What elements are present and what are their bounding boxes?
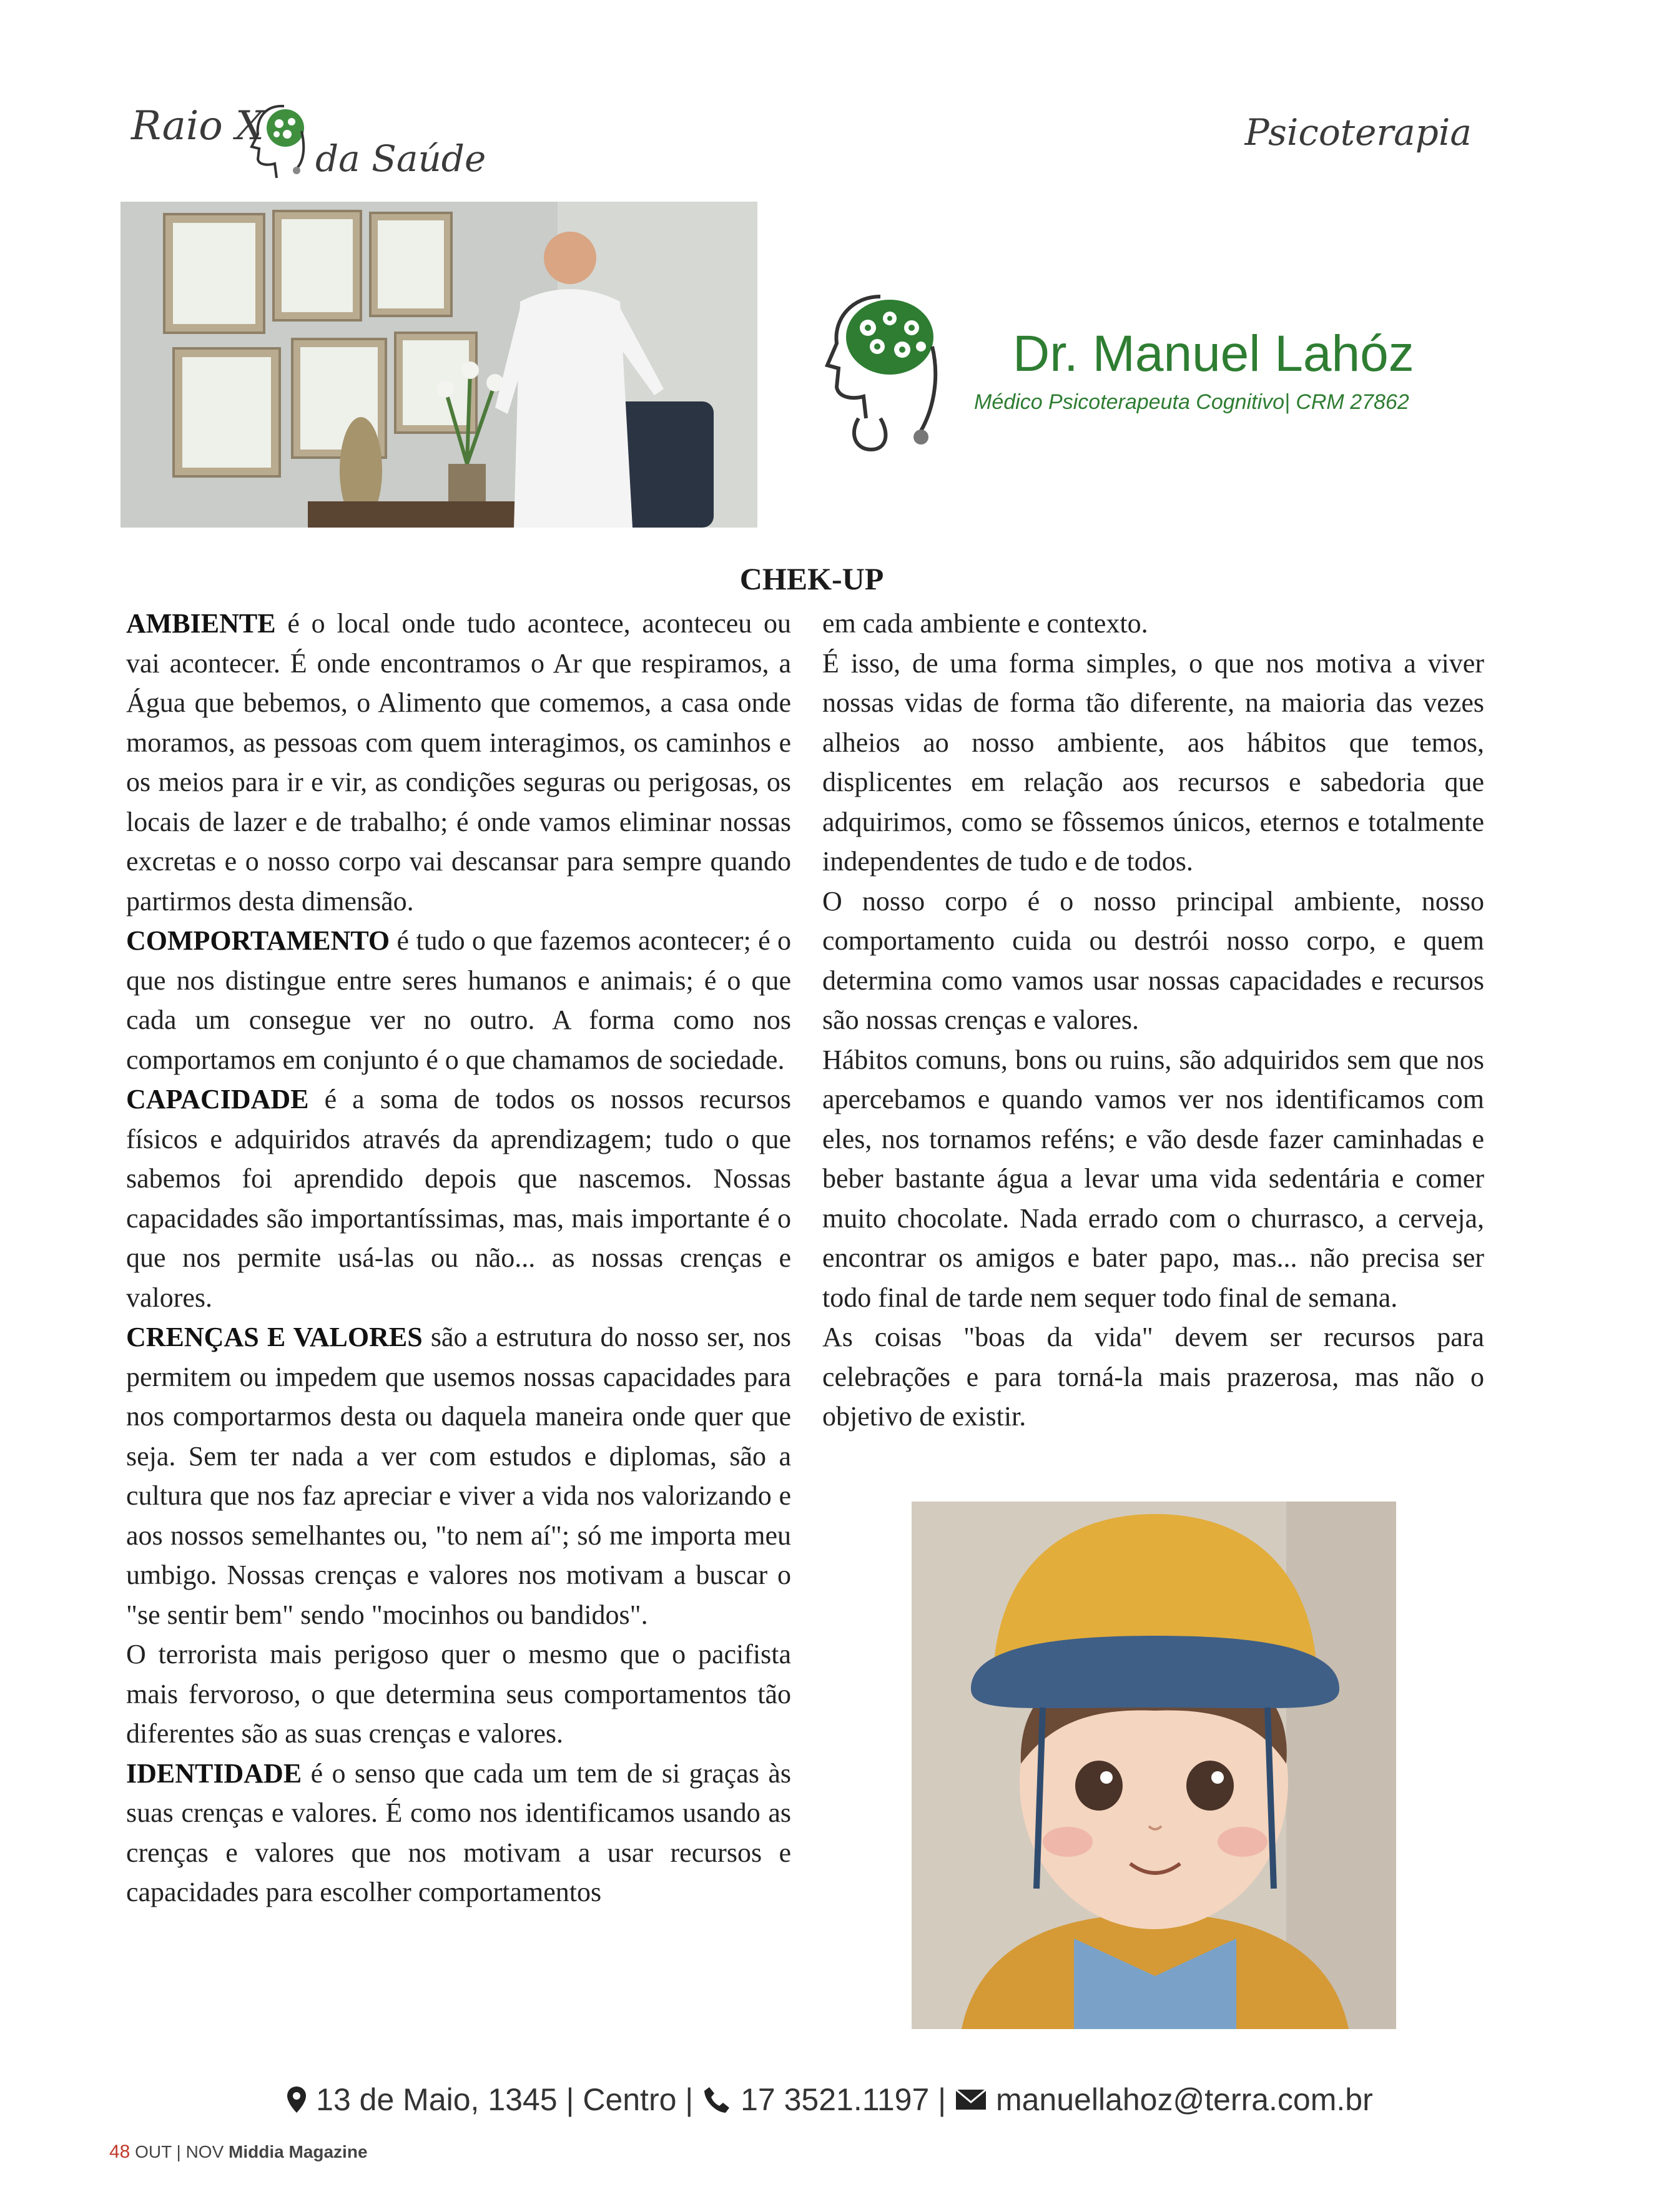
map-pin-icon [286,2085,307,2114]
section-label: Psicoterapia [1244,111,1472,154]
envelope-icon [955,2088,987,2111]
paragraph-capacidade: CAPACIDADE é a soma de todos os nossos recursos físicos e adquiridos através da aprendizagem; tudo o que sabemos foi aprendido depois que nascemos. Nossas capacidades são importantíssimas, mas, mais importante é o que nos permite usá-las ou não... as nossas crenças e valores. [126,1084,791,1313]
doctor-credentials: Médico Psicoterapeuta Cognitivo| CRM 27862 [974,390,1409,414]
paragraph-crencas-valores: CRENÇAS E VALORES são a estrutura do nosso ser, nos permitem ou impedem que usemos nossas capacidades para nos comportarmos desta ou daquela maneira onde quer que seja. Sem ter nada a ver com estudos e diplomas, são a cultura que nos faz apreciar e viver a vida nos valorizando e aos nossos semelhantes ou, "to nem aí"; só me importa meu umbigo. Nossas crenças e valores nos motivam a buscar o "se sentir bem" sendo "mocinhos ou bandidos". [126,1322,792,1630]
article-right-column [822,604,1484,1437]
paragraph: É isso, de uma forma simples, o que nos motiva a viver nossas vidas de forma tão diferente, na maioria das vezes alheios ao nosso ambiente, aos hábitos que temos, displicentes em relação aos recursos e sabedoria que adquirimos, como se fôssemos únicos, eternos e totalmente independentes de tudo e de todos. [822,647,1484,877]
paragraph: O nosso corpo é o nosso principal ambiente, nosso comportamento cuida ou destrói nosso corpo, e quem determina como vamos usar nossas capacidades e recursos são nossas crenças e valores. [822,885,1484,1035]
gear-brain-logo-icon [821,284,946,471]
term-identidade: IDENTIDADE [126,1757,302,1789]
doctor-office-photo [121,202,757,528]
page-footer [109,2141,368,2163]
article-title: CHEK-UP [739,561,884,596]
email-link[interactable]: manuellahoz@terra.com.br [995,2082,1373,2117]
page-number: 48 [109,2141,130,2162]
contact-footer [0,2079,1659,2118]
phone-text: 17 3521.1197 | [741,2082,947,2117]
paragraph: As coisas "boas da vida" devem ser recursos para celebrações e para torná-la mais prazerosa, mas não o objetivo de existir. [822,1322,1484,1432]
term-crencas-valores: CRENÇAS E VALORES [126,1322,423,1352]
phone-icon [702,2085,732,2115]
paragraph-terrorista: O terrorista mais perigoso quer o mesmo que o pacifista mais fervoroso, o que determina seus comportamentos tão diferentes são as suas crenças e valores. [126,1639,791,1749]
child-helmet-illustration [912,1502,1396,2029]
paragraph-ambiente: AMBIENTE é o local onde tudo acontece, aconteceu ou vai acontecer. É onde encontramos o Ar que respiramos, a Água que bebemos, o Alimento que comemos, a casa onde moramos, as pessoas com quem interagimos, os caminhos e os meios para ir e vir, as condições seguras ou perigosas, os locais de lazer e de trabalho; é onde vamos eliminar nossas excretas e o nosso corpo vai descansar para sempre quando partirmos desta dimensão. [126,608,791,917]
article-left-column [126,604,791,1912]
brand-raio-x: Raio X [131,103,264,149]
term-comportamento: COMPORTAMENTO [126,925,390,956]
paragraph-identidade: IDENTIDADE é o senso que cada um tem de si graças às suas crenças e valores. É como nos identificamos usando as crenças e valores que nos motivam a usar recursos e capacidades para escolher comportamentos [126,1757,791,1907]
magazine-name: Middia Magazine [229,2142,368,2161]
issue-label: OUT | NOV [135,2142,224,2161]
address-text: 13 de Maio, 1345 | Centro | [316,2082,694,2117]
paragraph-comportamento: COMPORTAMENTO é tudo o que fazemos acontecer; é o que nos distingue entre seres humanos e animais; é o que cada um consegue ver no outro. A forma como nos comportamos em conjunto é o que chamamos de sociedade. [126,925,791,1075]
paragraph: Hábitos comuns, bons ou ruins, são adquiridos sem que nos apercebamos e quando vamos ver nos identificamos com eles, nos tornamos reféns; e vão desde fazer caminhadas e beber bastante água a levar uma vida sedentária e comer muito chocolate. Nada errado com o churrasco, a cerveja, encontrar os amigos e bater papo, mas... não precisa ser todo final de tarde nem sequer todo final de semana. [822,1044,1484,1313]
doctor-name: Dr. Manuel Lahóz [1013,325,1414,382]
term-ambiente: AMBIENTE [126,608,276,639]
brand-da-saude: da Saúde [315,137,486,180]
paragraph: em cada ambiente e contexto. [822,608,1148,639]
brain-head-icon [247,100,315,181]
term-capacidade: CAPACIDADE [126,1084,309,1114]
